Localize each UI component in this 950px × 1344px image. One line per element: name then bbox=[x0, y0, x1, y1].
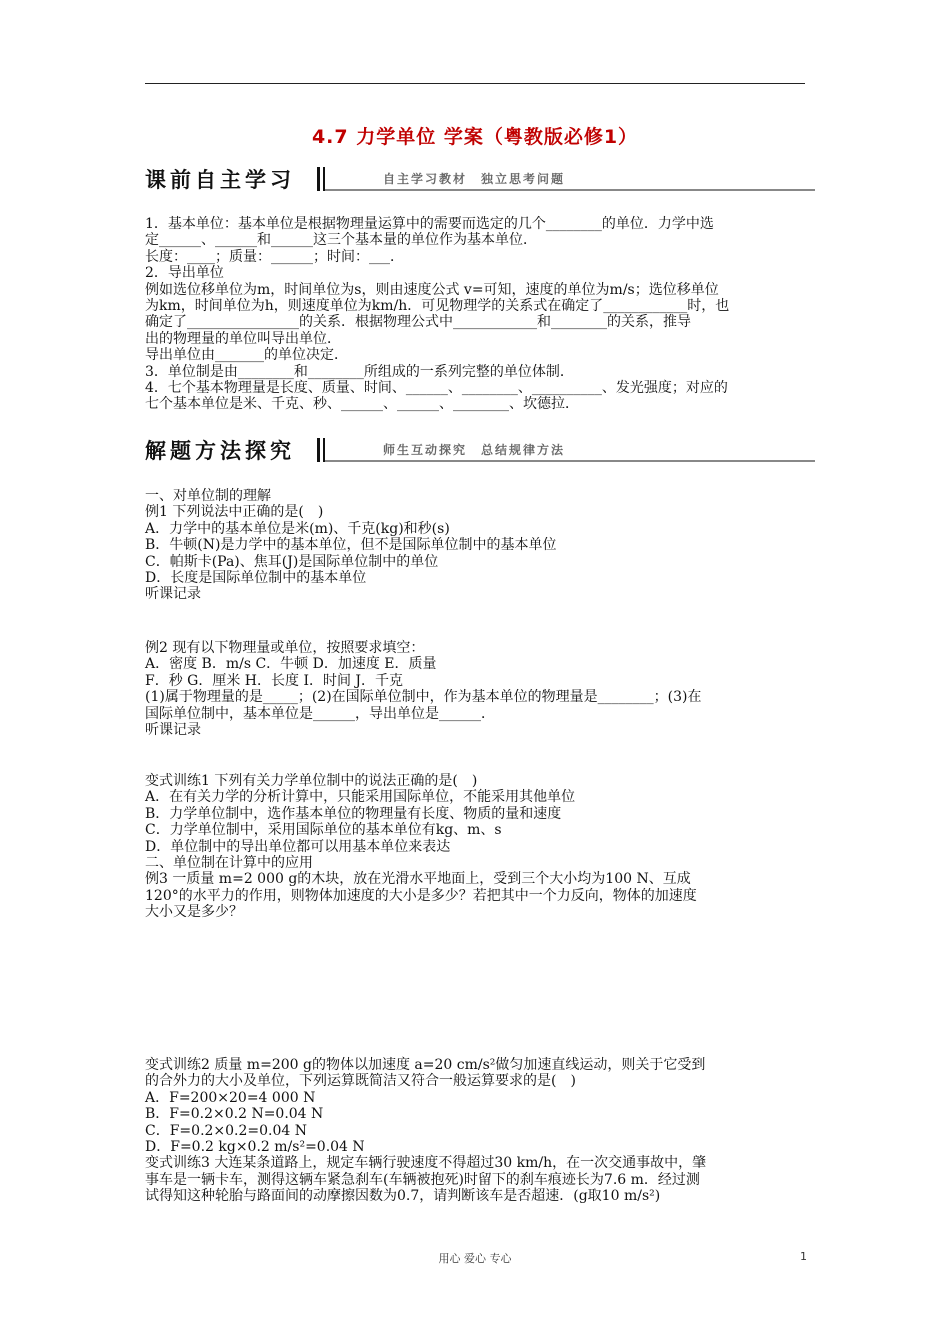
text-line: 一、对单位制的理解 bbox=[145, 488, 271, 504]
text-line: 变式训练1 下列有关力学单位制中的说法正确的是( ) bbox=[145, 773, 478, 789]
section-basic-units bbox=[145, 216, 810, 413]
banner-bars bbox=[317, 167, 326, 191]
page-number: 1 bbox=[800, 1250, 807, 1263]
text-line: B．F=0.2×0.2 N=0.04 N bbox=[145, 1106, 324, 1123]
text-line: 七个基本单位是米、千克、秒、______、______、________、坎德拉． bbox=[145, 396, 579, 413]
section-exercise-2-3 bbox=[145, 1057, 810, 1205]
text-line: 例如选位移单位为m，时间单位为s，则由速度公式 v=可知，速度的单位为m/s；选位移单位 bbox=[145, 281, 719, 298]
banner-subheading: 师生互动探究 总结规律方法 bbox=[383, 443, 566, 457]
text-line: A．在有关力学的分析计算中，只能采用国际单位，不能采用其他单位 bbox=[145, 789, 576, 806]
section-example-1 bbox=[145, 488, 810, 603]
banner-subheading: 自主学习教材 独立思考问题 bbox=[383, 172, 566, 186]
text-line: 4．七个基本物理量是长度、质量、时间、______、________、__________、发光强度；对应的 bbox=[145, 380, 728, 397]
text-line: 的合外力的大小及单位，下列运算既简洁又符合一般运算要求的是( ) bbox=[145, 1073, 576, 1090]
text-line: 2．导出单位 bbox=[145, 265, 224, 282]
text-line: B．牛顿(N)是力学中的基本单位，但不是国际单位制中的基本单位 bbox=[145, 537, 557, 554]
text-line: 事车是一辆卡车，测得这辆车紧急刹车(车辆被抱死)时留下的刹车痕迹长为7.6 m．经过测 bbox=[145, 1171, 700, 1188]
text-line: 例1 下列说法中正确的是( ) bbox=[145, 504, 324, 521]
page-title: 4.7 力学单位 学案（粤教版必修1） bbox=[311, 126, 639, 148]
text-line: A．力学中的基本单位是米(m)、千克(kg)和秒(s) bbox=[145, 520, 450, 537]
text-line: D．单位制中的导出单位都可以用基本单位来表达 bbox=[145, 838, 451, 855]
text-line: 听课记录 bbox=[145, 722, 201, 739]
text-line: 例2 现有以下物理量或单位，按照要求填空： bbox=[145, 640, 425, 656]
text-line: F．秒 G．厘米 H．长度 I．时间 J．千克 bbox=[145, 672, 404, 689]
text-line: 导出单位由_______的单位决定． bbox=[145, 347, 348, 364]
text-line: 3．单位制是由________和________所组成的一系列完整的单位体制． bbox=[145, 363, 574, 380]
banner-preview-study bbox=[145, 165, 815, 193]
text-line: 变式训练2 质量 m=200 g的物体以加速度 a=20 cm/s²做匀加速直线运动，则关于它受到 bbox=[145, 1057, 706, 1073]
banner-method-explore bbox=[145, 436, 815, 464]
text-line: 为km，时间单位为h，则速度单位为km/h．可见物理学的关系式在确定了____________时，也 bbox=[145, 298, 730, 315]
text-line: B．力学单位制中，选作基本单位的物理量有长度、物质的量和速度 bbox=[145, 805, 562, 822]
text-line: 确定了________________的关系．根据物理公式中____________和________的关系，推导 bbox=[145, 314, 691, 331]
text-line: 二、单位制在计算中的应用 bbox=[145, 855, 313, 872]
text-line: 定______、______和______这三个基本量的单位作为基本单位． bbox=[145, 232, 537, 249]
text-line: C．力学单位制中，采用国际单位的基本单位有kg、m、s bbox=[145, 822, 502, 839]
text-line: 听课记录 bbox=[145, 586, 201, 603]
banner-bars bbox=[317, 438, 326, 462]
text-line: 1．基本单位：基本单位是根据物理量运算中的需要而选定的几个________的单位．力学中选 bbox=[145, 216, 714, 232]
section-exercise-1-example-3 bbox=[145, 773, 810, 921]
text-line: (1)属于物理量的是_____；(2)在国际单位制中，作为基本单位的物理量是________；(3)在 bbox=[145, 689, 702, 706]
text-line: A．密度 B．m/s C．牛顿 D．加速度 E．质量 bbox=[145, 656, 437, 673]
header-rule bbox=[145, 83, 805, 84]
text-line: 变式训练3 大连某条道路上，规定车辆行驶速度不得超过30 km/h，在一次交通事故中，肇 bbox=[145, 1155, 707, 1172]
text-line: D．F=0.2 kg×0.2 m/s²=0.04 N bbox=[145, 1139, 365, 1156]
section-example-2 bbox=[145, 640, 810, 738]
text-line: 大小又是多少？ bbox=[145, 904, 243, 921]
banner-heading: 解题方法探究 bbox=[145, 439, 295, 463]
text-line: 试得知这种轮胎与路面间的动摩擦因数为0.7，请判断该车是否超速．(g取10 m/s²) bbox=[145, 1188, 661, 1205]
text-line: 出的物理量的单位叫导出单位． bbox=[145, 330, 341, 347]
page-footer: 用心 爱心 专心 bbox=[438, 1252, 512, 1265]
banner-rule bbox=[325, 460, 815, 462]
text-line: D．长度是国际单位制中的基本单位 bbox=[145, 570, 367, 587]
banner-rule bbox=[325, 189, 815, 191]
text-line: 国际单位制中，基本单位是______，导出单位是______． bbox=[145, 705, 495, 722]
text-line: 长度：____；质量：______；时间：___． bbox=[145, 248, 404, 265]
banner-heading: 课前自主学习 bbox=[145, 168, 295, 192]
text-line: C．帕斯卡(Pa)、焦耳(J)是国际单位制中的单位 bbox=[145, 553, 439, 570]
text-line: 例3 一质量 m=2 000 g的木块，放在光滑水平地面上，受到三个大小均为100 N、互成 bbox=[145, 871, 691, 888]
text-line: 120°的水平力的作用，则物体加速度的大小是多少？若把其中一个力反向，物体的加速度 bbox=[145, 887, 697, 904]
text-line: C．F=0.2×0.2=0.04 N bbox=[145, 1122, 308, 1139]
text-line: A．F=200×20=4 000 N bbox=[145, 1089, 316, 1106]
